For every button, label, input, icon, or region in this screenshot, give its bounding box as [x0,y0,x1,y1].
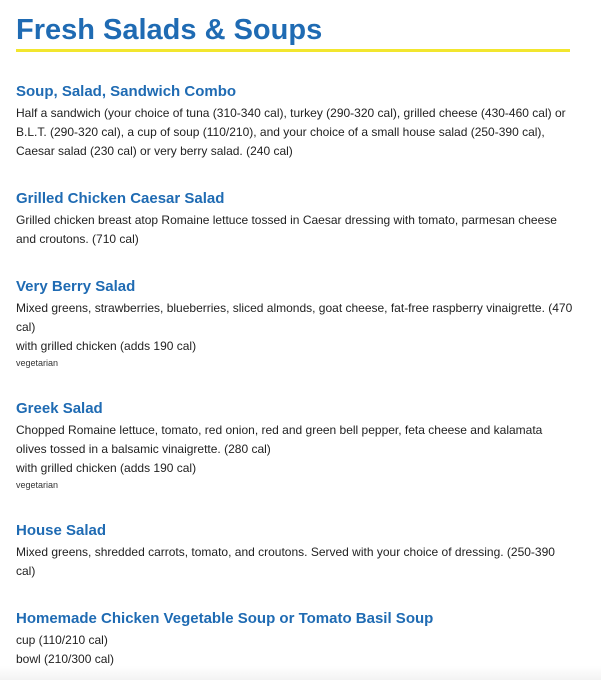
title-underline [16,49,570,52]
item-addon: with grilled chicken (adds 190 cal) [16,339,197,353]
menu-item-very-berry-salad [16,277,586,371]
vegetarian-tag: vegetarian [16,358,59,368]
menu-item-greek-salad [16,399,586,493]
item-name: Very Berry Salad [16,278,136,295]
section-title: Fresh Salads & Soups [16,14,323,46]
item-description: Mixed greens, strawberries, blueberries, sliced almonds, goat cheese, fat-free raspberry vinaigrette. (470 cal) [16,301,573,334]
item-description: Chopped Romaine lettuce, tomato, red onion, red and green bell pepper, feta cheese and kalamata olives tossed in a balsamic vinaigrette. (280 cal) [16,423,543,456]
item-description: Mixed greens, shredded carrots, tomato, and croutons. Served with your choice of dressing. (250-390 cal) [16,545,555,578]
menu-list [16,82,586,669]
item-name: Soup, Salad, Sandwich Combo [16,83,237,100]
item-name: House Salad [16,522,107,539]
item-addon: with grilled chicken (adds 190 cal) [16,461,197,475]
item-description: Half a sandwich (your choice of tuna (310-340 cal), turkey (290-320 cal), grilled cheese (430-460 cal) or B.L.T. (290-320 cal), a cup of soup (110/210), and your choice of a small house salad (250-390 cal), Caesar salad (230 cal) or very berry salad. (240 cal) [16,106,566,158]
vegetarian-tag: vegetarian [16,480,59,490]
page-bottom-edge [0,666,601,680]
item-name: Homemade Chicken Vegetable Soup or Tomato Basil Soup [16,610,434,627]
menu-item-house-salad [16,521,586,581]
menu-page [16,0,586,697]
item-size-bowl: bowl (210/300 cal) [16,652,115,666]
menu-item-grilled-chicken-caesar-salad [16,189,586,249]
item-size-cup: cup (110/210 cal) [16,633,108,647]
item-description: Grilled chicken breast atop Romaine lettuce tossed in Caesar dressing with tomato, parmesan cheese and croutons. (710 cal) [16,213,557,246]
menu-item-homemade-soup [16,609,586,669]
item-name: Greek Salad [16,400,103,417]
item-name: Grilled Chicken Caesar Salad [16,190,225,207]
menu-item-soup-salad-sandwich-combo [16,82,586,161]
